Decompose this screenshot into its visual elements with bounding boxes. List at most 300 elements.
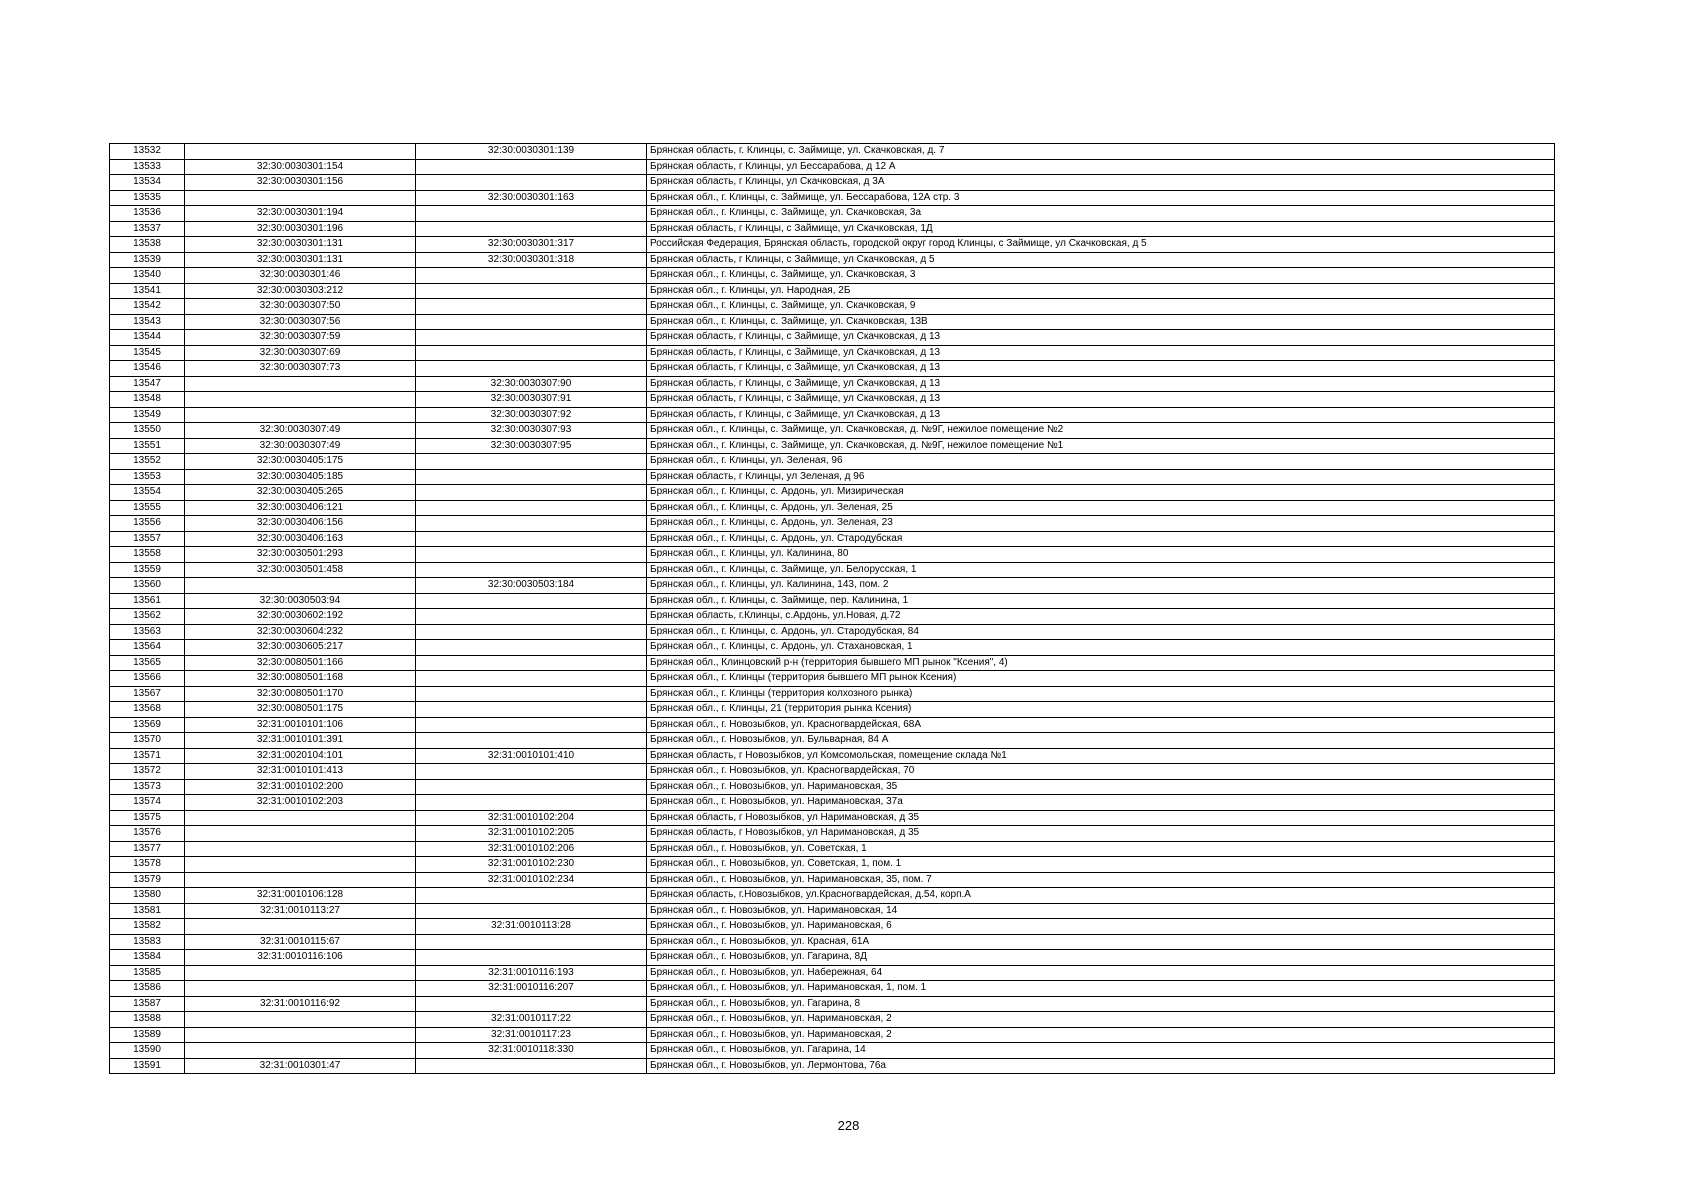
address-cell: Брянская обл., г. Клинцы, с. Ардонь, ул. Стародубская xyxy=(647,531,1555,547)
premises-cadastral-number-cell xyxy=(416,159,647,175)
address-cell: Брянская обл., г. Новозыбков, ул. Гагарина, 14 xyxy=(647,1043,1555,1059)
address-cell: Брянская обл., г. Клинцы, с. Займище, ул. Бессарабова, 12А стр. 3 xyxy=(647,190,1555,206)
row-number-cell: 13560 xyxy=(110,578,185,594)
table-row xyxy=(110,1027,1555,1043)
cadastral-number-cell: 32:31:0010115:67 xyxy=(185,934,416,950)
table-row xyxy=(110,159,1555,175)
cadastral-number-cell: 32:30:0030503:94 xyxy=(185,593,416,609)
cadastral-number-cell xyxy=(185,1043,416,1059)
premises-cadastral-number-cell: 32:31:0010102:206 xyxy=(416,841,647,857)
address-cell: Брянская обл., г. Клинцы, с. Ардонь, ул. Стародубская, 84 xyxy=(647,624,1555,640)
cadastral-number-cell: 32:30:0030605:217 xyxy=(185,640,416,656)
table-row xyxy=(110,469,1555,485)
table-row xyxy=(110,206,1555,222)
cadastral-number-cell xyxy=(185,981,416,997)
premises-cadastral-number-cell: 32:30:0030301:318 xyxy=(416,252,647,268)
row-number-cell: 13561 xyxy=(110,593,185,609)
premises-cadastral-number-cell xyxy=(416,531,647,547)
cadastral-number-cell: 32:31:0020104:101 xyxy=(185,748,416,764)
row-number-cell: 13538 xyxy=(110,237,185,253)
cadastral-number-cell: 32:30:0030301:196 xyxy=(185,221,416,237)
cadastral-number-cell: 32:30:0030301:154 xyxy=(185,159,416,175)
cadastral-number-cell: 32:31:0010116:106 xyxy=(185,950,416,966)
premises-cadastral-number-cell xyxy=(416,175,647,191)
address-cell: Брянская область, г.Новозыбков, ул.Красногвардейская, д.54, корп.А xyxy=(647,888,1555,904)
cadastral-number-cell: 32:30:0030406:121 xyxy=(185,500,416,516)
address-cell: Брянская обл., г. Новозыбков, ул. Наримановская, 35 xyxy=(647,779,1555,795)
cadastral-number-cell xyxy=(185,872,416,888)
table-row xyxy=(110,919,1555,935)
premises-cadastral-number-cell: 32:30:0030307:92 xyxy=(416,407,647,423)
row-number-cell: 13571 xyxy=(110,748,185,764)
row-number-cell: 13591 xyxy=(110,1058,185,1074)
row-number-cell: 13585 xyxy=(110,965,185,981)
row-number-cell: 13586 xyxy=(110,981,185,997)
cadastral-number-cell xyxy=(185,407,416,423)
row-number-cell: 13552 xyxy=(110,454,185,470)
cadastral-number-cell: 32:30:0030307:56 xyxy=(185,314,416,330)
address-cell: Брянская обл., г. Клинцы, с. Ардонь, ул. Стахановская, 1 xyxy=(647,640,1555,656)
row-number-cell: 13565 xyxy=(110,655,185,671)
row-number-cell: 13533 xyxy=(110,159,185,175)
premises-cadastral-number-cell: 32:31:0010102:204 xyxy=(416,810,647,826)
cadastral-number-cell: 32:31:0010113:27 xyxy=(185,903,416,919)
address-cell: Брянская область, г Новозыбков, ул Наримановская, д 35 xyxy=(647,826,1555,842)
cadastral-number-cell: 32:31:0010106:128 xyxy=(185,888,416,904)
cadastral-number-cell: 32:31:0010101:106 xyxy=(185,717,416,733)
table-row xyxy=(110,144,1555,160)
row-number-cell: 13590 xyxy=(110,1043,185,1059)
address-cell: Брянская область, г Клинцы, с Займище, ул Скачковская, 1Д xyxy=(647,221,1555,237)
table-row xyxy=(110,764,1555,780)
address-cell: Брянская обл., г. Новозыбков, ул. Бульварная, 84 А xyxy=(647,733,1555,749)
cadastral-number-cell xyxy=(185,1012,416,1028)
row-number-cell: 13537 xyxy=(110,221,185,237)
table-row xyxy=(110,454,1555,470)
table-row xyxy=(110,268,1555,284)
table-row xyxy=(110,175,1555,191)
row-number-cell: 13576 xyxy=(110,826,185,842)
row-number-cell: 13573 xyxy=(110,779,185,795)
table-row xyxy=(110,888,1555,904)
table-row xyxy=(110,423,1555,439)
address-cell: Брянская область, г Клинцы, с Займище, ул Скачковская, д 13 xyxy=(647,407,1555,423)
premises-cadastral-number-cell: 32:31:0010102:230 xyxy=(416,857,647,873)
row-number-cell: 13543 xyxy=(110,314,185,330)
row-number-cell: 13557 xyxy=(110,531,185,547)
address-cell: Брянская область, г Клинцы, ул Зеленая, д 96 xyxy=(647,469,1555,485)
row-number-cell: 13578 xyxy=(110,857,185,873)
row-number-cell: 13541 xyxy=(110,283,185,299)
table-row xyxy=(110,1043,1555,1059)
row-number-cell: 13587 xyxy=(110,996,185,1012)
row-number-cell: 13575 xyxy=(110,810,185,826)
table-row xyxy=(110,717,1555,733)
table-body xyxy=(110,144,1555,1074)
row-number-cell: 13579 xyxy=(110,872,185,888)
table-row xyxy=(110,190,1555,206)
address-cell: Брянская обл., г. Клинцы, с. Займище, ул. Скачковская, 13В xyxy=(647,314,1555,330)
address-cell: Брянская область, г Клинцы, с Займище, ул Скачковская, д 13 xyxy=(647,361,1555,377)
premises-cadastral-number-cell: 32:30:0030301:317 xyxy=(416,237,647,253)
premises-cadastral-number-cell: 32:31:0010113:28 xyxy=(416,919,647,935)
address-cell: Брянская обл., г. Клинцы, с. Займище, ул. Скачковская, д. №9Г, нежилое помещение №1 xyxy=(647,438,1555,454)
table-row xyxy=(110,299,1555,315)
premises-cadastral-number-cell xyxy=(416,516,647,532)
cadastral-number-cell: 32:30:0030301:46 xyxy=(185,268,416,284)
cadastral-number-cell: 32:30:0030307:50 xyxy=(185,299,416,315)
cadastral-number-cell: 32:30:0030307:49 xyxy=(185,438,416,454)
table-row xyxy=(110,950,1555,966)
address-cell: Брянская обл., г. Новозыбков, ул. Наримановская, 1, пом. 1 xyxy=(647,981,1555,997)
cadastral-number-cell xyxy=(185,144,416,160)
table-row xyxy=(110,965,1555,981)
premises-cadastral-number-cell xyxy=(416,934,647,950)
cadastral-number-cell: 32:30:0030307:69 xyxy=(185,345,416,361)
row-number-cell: 13570 xyxy=(110,733,185,749)
row-number-cell: 13563 xyxy=(110,624,185,640)
address-cell: Брянская область, г Новозыбков, ул Наримановская, д 35 xyxy=(647,810,1555,826)
row-number-cell: 13545 xyxy=(110,345,185,361)
address-cell: Брянская обл., Клинцовский р-н (территория бывшего МП рынок "Ксения", 4) xyxy=(647,655,1555,671)
table-row xyxy=(110,314,1555,330)
cadastral-number-cell xyxy=(185,190,416,206)
row-number-cell: 13564 xyxy=(110,640,185,656)
address-cell: Брянская обл., г. Клинцы, с. Займище, ул. Белорусская, 1 xyxy=(647,562,1555,578)
address-cell: Брянская обл., г. Новозыбков, ул. Советская, 1, пом. 1 xyxy=(647,857,1555,873)
cadastral-number-cell: 32:30:0030307:59 xyxy=(185,330,416,346)
row-number-cell: 13554 xyxy=(110,485,185,501)
premises-cadastral-number-cell: 32:31:0010102:234 xyxy=(416,872,647,888)
address-cell: Брянская обл., г. Клинцы, с. Займище, ул. Скачковская, 9 xyxy=(647,299,1555,315)
row-number-cell: 13551 xyxy=(110,438,185,454)
row-number-cell: 13589 xyxy=(110,1027,185,1043)
row-number-cell: 13584 xyxy=(110,950,185,966)
table-row xyxy=(110,702,1555,718)
row-number-cell: 13547 xyxy=(110,376,185,392)
cadastral-number-cell: 32:30:0030301:131 xyxy=(185,252,416,268)
premises-cadastral-number-cell: 32:30:0030503:184 xyxy=(416,578,647,594)
table-row xyxy=(110,841,1555,857)
row-number-cell: 13534 xyxy=(110,175,185,191)
address-cell: Брянская область, г Клинцы, с Займище, ул Скачковская, д 13 xyxy=(647,330,1555,346)
row-number-cell: 13558 xyxy=(110,547,185,563)
address-cell: Брянская обл., г. Клинцы, с. Ардонь, ул. Зеленая, 25 xyxy=(647,500,1555,516)
row-number-cell: 13550 xyxy=(110,423,185,439)
table-row xyxy=(110,671,1555,687)
table-row xyxy=(110,578,1555,594)
cadastral-number-cell: 32:30:0030604:232 xyxy=(185,624,416,640)
table-row xyxy=(110,1012,1555,1028)
table-row xyxy=(110,733,1555,749)
row-number-cell: 13562 xyxy=(110,609,185,625)
row-number-cell: 13588 xyxy=(110,1012,185,1028)
row-number-cell: 13567 xyxy=(110,686,185,702)
address-cell: Брянская область, г Новозыбков, ул Комсомольская, помещение склада №1 xyxy=(647,748,1555,764)
cadastral-number-cell xyxy=(185,826,416,842)
cadastral-number-cell xyxy=(185,1027,416,1043)
row-number-cell: 13581 xyxy=(110,903,185,919)
row-number-cell: 13549 xyxy=(110,407,185,423)
table-row xyxy=(110,624,1555,640)
address-cell: Брянская обл., г. Новозыбков, ул. Наримановская, 2 xyxy=(647,1012,1555,1028)
premises-cadastral-number-cell xyxy=(416,671,647,687)
premises-cadastral-number-cell xyxy=(416,702,647,718)
premises-cadastral-number-cell xyxy=(416,888,647,904)
table-row xyxy=(110,376,1555,392)
table-row xyxy=(110,779,1555,795)
table-row xyxy=(110,934,1555,950)
row-number-cell: 13568 xyxy=(110,702,185,718)
table-row xyxy=(110,795,1555,811)
row-number-cell: 13574 xyxy=(110,795,185,811)
row-number-cell: 13553 xyxy=(110,469,185,485)
cadastral-number-cell xyxy=(185,578,416,594)
premises-cadastral-number-cell xyxy=(416,454,647,470)
cadastral-number-cell: 32:30:0030307:73 xyxy=(185,361,416,377)
premises-cadastral-number-cell: 32:31:0010116:207 xyxy=(416,981,647,997)
address-cell: Брянская область, г Клинцы, с Займище, ул Скачковская, д 5 xyxy=(647,252,1555,268)
premises-cadastral-number-cell xyxy=(416,361,647,377)
row-number-cell: 13532 xyxy=(110,144,185,160)
table-row xyxy=(110,531,1555,547)
table-row xyxy=(110,903,1555,919)
address-cell: Брянская обл., г. Новозыбков, ул. Наримановская, 35, пом. 7 xyxy=(647,872,1555,888)
row-number-cell: 13566 xyxy=(110,671,185,687)
cadastral-number-cell: 32:30:0080501:170 xyxy=(185,686,416,702)
cadastral-number-cell: 32:30:0030303:212 xyxy=(185,283,416,299)
address-cell: Брянская обл., г. Новозыбков, ул. Лермонтова, 76а xyxy=(647,1058,1555,1074)
premises-cadastral-number-cell: 32:30:0030307:95 xyxy=(416,438,647,454)
cadastral-number-cell: 32:30:0030406:163 xyxy=(185,531,416,547)
cadastral-number-cell: 32:30:0030501:458 xyxy=(185,562,416,578)
table-row xyxy=(110,562,1555,578)
premises-cadastral-number-cell: 32:31:0010102:205 xyxy=(416,826,647,842)
address-cell: Брянская обл., г. Клинцы, с. Ардонь, ул. Зеленая, 23 xyxy=(647,516,1555,532)
premises-cadastral-number-cell xyxy=(416,950,647,966)
address-cell: Брянская обл., г. Клинцы (территория колхозного рынка) xyxy=(647,686,1555,702)
row-number-cell: 13556 xyxy=(110,516,185,532)
row-number-cell: 13577 xyxy=(110,841,185,857)
table-row xyxy=(110,981,1555,997)
cadastral-number-cell: 32:30:0030405:175 xyxy=(185,454,416,470)
cadastral-number-cell: 32:30:0080501:166 xyxy=(185,655,416,671)
premises-cadastral-number-cell: 32:30:0030307:90 xyxy=(416,376,647,392)
cadastral-number-cell xyxy=(185,841,416,857)
row-number-cell: 13583 xyxy=(110,934,185,950)
premises-cadastral-number-cell xyxy=(416,640,647,656)
table-row xyxy=(110,361,1555,377)
table-row xyxy=(110,593,1555,609)
premises-cadastral-number-cell: 32:31:0010101:410 xyxy=(416,748,647,764)
table-row xyxy=(110,252,1555,268)
cadastral-number-cell xyxy=(185,810,416,826)
premises-cadastral-number-cell xyxy=(416,795,647,811)
cadastral-number-cell: 32:30:0030406:156 xyxy=(185,516,416,532)
cadastral-number-cell: 32:31:0010116:92 xyxy=(185,996,416,1012)
row-number-cell: 13559 xyxy=(110,562,185,578)
cadastral-number-cell xyxy=(185,965,416,981)
table-row xyxy=(110,221,1555,237)
row-number-cell: 13544 xyxy=(110,330,185,346)
premises-cadastral-number-cell xyxy=(416,733,647,749)
table-row xyxy=(110,640,1555,656)
table-row xyxy=(110,996,1555,1012)
address-cell: Брянская область, г.Клинцы, с.Ардонь, ул.Новая, д.72 xyxy=(647,609,1555,625)
premises-cadastral-number-cell: 32:31:0010116:193 xyxy=(416,965,647,981)
premises-cadastral-number-cell xyxy=(416,469,647,485)
address-cell: Брянская обл., г. Клинцы, с. Ардонь, ул. Мизирическая xyxy=(647,485,1555,501)
row-number-cell: 13535 xyxy=(110,190,185,206)
row-number-cell: 13540 xyxy=(110,268,185,284)
cadastral-number-cell: 32:31:0010102:203 xyxy=(185,795,416,811)
premises-cadastral-number-cell xyxy=(416,903,647,919)
table-row xyxy=(110,392,1555,408)
address-cell: Брянская обл., г. Новозыбков, ул. Наримановская, 14 xyxy=(647,903,1555,919)
premises-cadastral-number-cell: 32:30:0030301:163 xyxy=(416,190,647,206)
cadastral-number-cell: 32:30:0030602:192 xyxy=(185,609,416,625)
premises-cadastral-number-cell xyxy=(416,609,647,625)
table-row xyxy=(110,407,1555,423)
premises-cadastral-number-cell: 32:30:0030307:93 xyxy=(416,423,647,439)
table-row xyxy=(110,516,1555,532)
cadastral-number-cell: 32:30:0030301:194 xyxy=(185,206,416,222)
table-row xyxy=(110,547,1555,563)
premises-cadastral-number-cell xyxy=(416,500,647,516)
cadastral-number-cell: 32:31:0010101:391 xyxy=(185,733,416,749)
page-number: 228 xyxy=(837,1118,860,1133)
address-cell: Брянская обл., г. Новозыбков, ул. Советская, 1 xyxy=(647,841,1555,857)
premises-cadastral-number-cell xyxy=(416,593,647,609)
cadastral-number-cell: 32:30:0030307:49 xyxy=(185,423,416,439)
cadastral-number-cell xyxy=(185,857,416,873)
row-number-cell: 13569 xyxy=(110,717,185,733)
address-cell: Брянская обл., г. Клинцы, ул. Калинина, 143, пом. 2 xyxy=(647,578,1555,594)
address-cell: Брянская область, г Клинцы, с Займище, ул Скачковская, д 13 xyxy=(647,345,1555,361)
premises-cadastral-number-cell xyxy=(416,779,647,795)
address-cell: Брянская обл., г. Новозыбков, ул. Гагарина, 8Д xyxy=(647,950,1555,966)
row-number-cell: 13572 xyxy=(110,764,185,780)
table-row xyxy=(110,872,1555,888)
address-cell: Брянская обл., г. Новозыбков, ул. Красногвардейская, 70 xyxy=(647,764,1555,780)
row-number-cell: 13539 xyxy=(110,252,185,268)
premises-cadastral-number-cell xyxy=(416,283,647,299)
property-table xyxy=(109,143,1555,1074)
cadastral-number-cell: 32:31:0010102:200 xyxy=(185,779,416,795)
table-row xyxy=(110,857,1555,873)
premises-cadastral-number-cell xyxy=(416,562,647,578)
address-cell: Брянская обл., г. Клинцы, с. Займище, ул. Скачковская, д. №9Г, нежилое помещение №2 xyxy=(647,423,1555,439)
address-cell: Брянская обл., г. Клинцы, ул. Народная, 2Б xyxy=(647,283,1555,299)
address-cell: Брянская обл., г. Клинцы, с. Займище, ул. Скачковская, 3 xyxy=(647,268,1555,284)
row-number-cell: 13546 xyxy=(110,361,185,377)
row-number-cell: 13536 xyxy=(110,206,185,222)
address-cell: Брянская область, г Клинцы, ул Скачковская, д 3А xyxy=(647,175,1555,191)
premises-cadastral-number-cell xyxy=(416,686,647,702)
table-row xyxy=(110,485,1555,501)
row-number-cell: 13542 xyxy=(110,299,185,315)
address-cell: Брянская обл., г. Клинцы, ул. Калинина, 80 xyxy=(647,547,1555,563)
cadastral-number-cell: 32:30:0030405:185 xyxy=(185,469,416,485)
table-row xyxy=(110,686,1555,702)
table-row xyxy=(110,1058,1555,1074)
cadastral-number-cell: 32:30:0030501:293 xyxy=(185,547,416,563)
cadastral-number-cell: 32:30:0080501:175 xyxy=(185,702,416,718)
address-cell: Брянская область, г Клинцы, с Займище, ул Скачковская, д 13 xyxy=(647,376,1555,392)
premises-cadastral-number-cell xyxy=(416,268,647,284)
premises-cadastral-number-cell xyxy=(416,206,647,222)
address-cell: Брянская обл., г. Новозыбков, ул. Наримановская, 2 xyxy=(647,1027,1555,1043)
table-row xyxy=(110,345,1555,361)
row-number-cell: 13580 xyxy=(110,888,185,904)
address-cell: Брянская обл., г. Новозыбков, ул. Красногвардейская, 68А xyxy=(647,717,1555,733)
cadastral-number-cell xyxy=(185,919,416,935)
table-row xyxy=(110,609,1555,625)
table-row xyxy=(110,330,1555,346)
premises-cadastral-number-cell xyxy=(416,345,647,361)
cadastral-number-cell: 32:30:0080501:168 xyxy=(185,671,416,687)
cadastral-number-cell xyxy=(185,376,416,392)
address-cell: Брянская область, г Клинцы, с Займище, ул Скачковская, д 13 xyxy=(647,392,1555,408)
premises-cadastral-number-cell xyxy=(416,655,647,671)
cadastral-number-cell: 32:31:0010301:47 xyxy=(185,1058,416,1074)
table-row xyxy=(110,500,1555,516)
premises-cadastral-number-cell xyxy=(416,330,647,346)
address-cell: Брянская обл., г. Клинцы, с. Займище, пер. Калинина, 1 xyxy=(647,593,1555,609)
premises-cadastral-number-cell xyxy=(416,314,647,330)
premises-cadastral-number-cell: 32:31:0010117:22 xyxy=(416,1012,647,1028)
cadastral-number-cell: 32:31:0010101:413 xyxy=(185,764,416,780)
premises-cadastral-number-cell xyxy=(416,764,647,780)
address-cell: Брянская обл., г. Новозыбков, ул. Набережная, 64 xyxy=(647,965,1555,981)
premises-cadastral-number-cell xyxy=(416,299,647,315)
premises-cadastral-number-cell: 32:30:0030307:91 xyxy=(416,392,647,408)
cadastral-number-cell: 32:30:0030405:265 xyxy=(185,485,416,501)
address-cell: Брянская обл., г. Клинцы, 21 (территория рынка Ксения) xyxy=(647,702,1555,718)
premises-cadastral-number-cell xyxy=(416,1058,647,1074)
cadastral-number-cell xyxy=(185,392,416,408)
table-row xyxy=(110,810,1555,826)
cadastral-number-cell: 32:30:0030301:131 xyxy=(185,237,416,253)
address-cell: Брянская обл., г. Новозыбков, ул. Гагарина, 8 xyxy=(647,996,1555,1012)
premises-cadastral-number-cell: 32:30:0030301:139 xyxy=(416,144,647,160)
table-row xyxy=(110,748,1555,764)
address-cell: Брянская обл., г. Клинцы (территория бывшего МП рынок Ксения) xyxy=(647,671,1555,687)
address-cell: Брянская обл., г. Клинцы, с. Займище, ул. Скачковская, 3а xyxy=(647,206,1555,222)
premises-cadastral-number-cell xyxy=(416,717,647,733)
table-row xyxy=(110,283,1555,299)
premises-cadastral-number-cell xyxy=(416,996,647,1012)
cadastral-number-cell: 32:30:0030301:156 xyxy=(185,175,416,191)
premises-cadastral-number-cell: 32:31:0010117:23 xyxy=(416,1027,647,1043)
premises-cadastral-number-cell xyxy=(416,547,647,563)
address-cell: Брянская обл., г. Новозыбков, ул. Красная, 61А xyxy=(647,934,1555,950)
premises-cadastral-number-cell xyxy=(416,624,647,640)
row-number-cell: 13555 xyxy=(110,500,185,516)
table-row xyxy=(110,826,1555,842)
address-cell: Брянская обл., г. Клинцы, ул. Зеленая, 96 xyxy=(647,454,1555,470)
row-number-cell: 13582 xyxy=(110,919,185,935)
address-cell: Российская Федерация, Брянская область, городской округ город Клинцы, с Займище, ул Скачковская, д 5 xyxy=(647,237,1555,253)
premises-cadastral-number-cell: 32:31:0010118:330 xyxy=(416,1043,647,1059)
row-number-cell: 13548 xyxy=(110,392,185,408)
address-cell: Брянская область, г Клинцы, ул Бессарабова, д 12 А xyxy=(647,159,1555,175)
table-row xyxy=(110,237,1555,253)
address-cell: Брянская обл., г. Новозыбков, ул. Наримановская, 6 xyxy=(647,919,1555,935)
address-cell: Брянская обл., г. Новозыбков, ул. Наримановская, 37а xyxy=(647,795,1555,811)
address-cell: Брянская область, г. Клинцы, с. Займище, ул. Скачковская, д. 7 xyxy=(647,144,1555,160)
table-row xyxy=(110,438,1555,454)
